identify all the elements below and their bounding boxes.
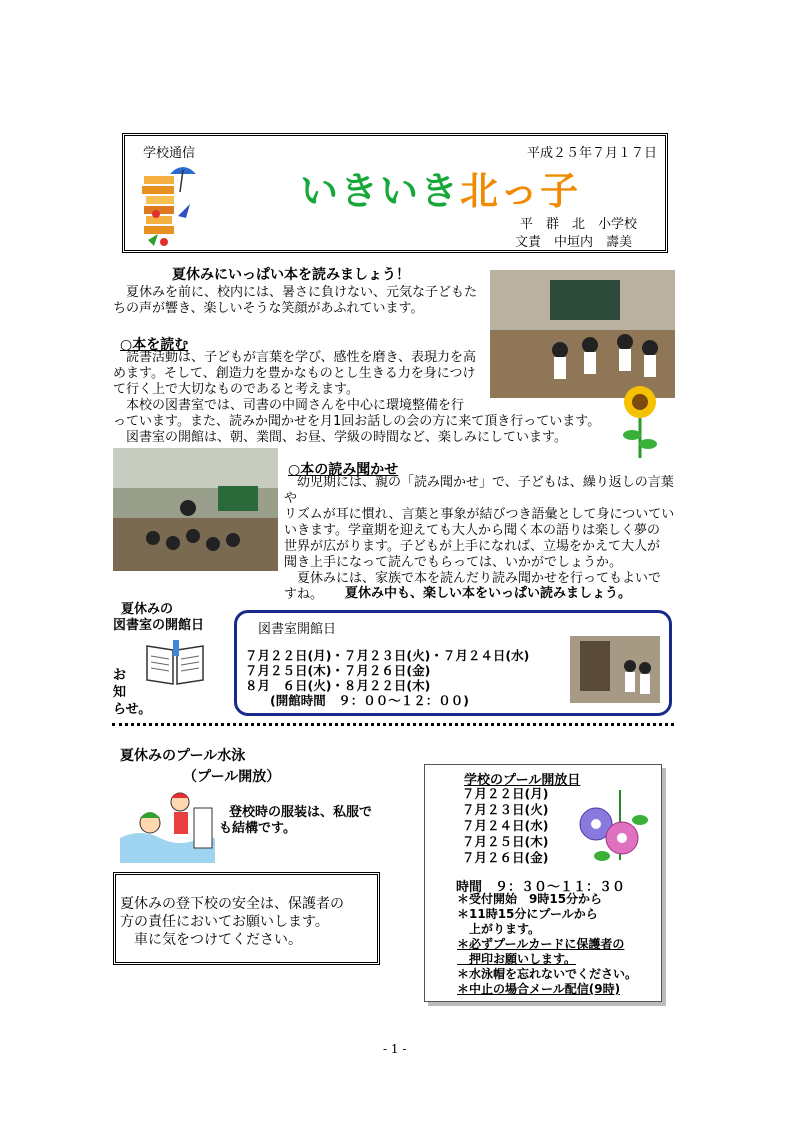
pool-dates (462, 786, 548, 866)
issue-date: 平成２５年７月１７日 (527, 146, 658, 161)
safety-line: 夏休みの登下校の安全は、保護者の (120, 896, 344, 912)
pool-note-line: も結構です。 (219, 821, 296, 836)
pool-title-2: （プール開放） (183, 769, 281, 785)
pool-time: 時間 ９：３０～１１：３０ (456, 880, 626, 895)
read-text (113, 350, 633, 446)
pool-date: ７月２５日(木) (462, 834, 549, 849)
newsletter-title (300, 160, 580, 215)
library-notice-vertical (113, 667, 151, 718)
open-book-icon (143, 640, 207, 688)
author: 文責 中垣内 壽美 (515, 235, 633, 250)
library-date-line: ７月２５日(木)・７月２６日(金) (245, 663, 431, 678)
story-heading: ○本の読み聞かせ (288, 462, 399, 478)
story-line: 幼児期には、親の「読み聞かせ」で、子どもは、繰り返しの言葉や (284, 475, 674, 506)
library-side-title-1: 夏休みの (121, 602, 174, 617)
page-number: - 1 - (383, 1042, 407, 1056)
story-line: すね。 (284, 587, 324, 602)
story-line: 夏休みには、家族で本を読んだり読み聞かせを行ってもよいで (284, 571, 662, 586)
story-line: リズムが耳に慣れ、言葉と事象が結びつき語彙として身についてい (284, 507, 675, 522)
library-dates (245, 648, 529, 708)
library-side-title-2: 図書室の開館日 (113, 618, 205, 633)
read-line: 図書室の開館は、朝、業間、お昼、学級の時間など、楽しみにしています。 (113, 430, 567, 445)
pool-date: ７月２３日(火) (462, 802, 549, 817)
notice-char: お (113, 668, 127, 683)
story-line: いきます。学童期を迎えても大人から聞く本の語りは楽しく夢の (284, 523, 660, 538)
safety-line: 車に気をつけてください。 (120, 932, 302, 948)
story-closing: 夏休み中も、楽しい本をいっぱい読みましょう。 (345, 586, 632, 601)
morning-glory-illustration (572, 790, 650, 868)
safety-line: 方の責任においてお願いします。 (120, 914, 329, 930)
school-name: 平 群 北 小学校 (520, 217, 638, 232)
notice-char: らせ。 (113, 702, 152, 717)
read-line: っています。また、読みか聞かせを月1回お話しの会の方に来て頂き行っています。 (113, 414, 601, 429)
pool-title-1: 夏休みのプール水泳 (120, 748, 246, 764)
pool-note (219, 805, 373, 837)
library-box-title: 図書室開館日 (258, 622, 337, 637)
library-date-line: (開館時間 ９：００～１２：００) (245, 693, 469, 708)
intro-line: ちの声が響き、楽しいそうな笑顔があふれています。 (113, 301, 424, 316)
title-green-part: いきいき (300, 169, 461, 213)
pool-note-item: ＊11時15分にプールから (457, 907, 598, 921)
pool-date: ７月２６日(金) (462, 850, 549, 865)
read-heading: ○本を読む (120, 337, 189, 353)
pool-note-item: ＊受付開始 9時15分から (457, 892, 603, 906)
pool-date: ７月２４日(水) (462, 818, 549, 833)
storytime-photo (113, 448, 278, 571)
read-line: 読書活動は、子どもが言葉を学び、感性を磨き、表現力を高 (113, 350, 476, 365)
photo-placeholder-2 (113, 448, 278, 571)
pool-note-item: 押印お願いします。 (457, 952, 577, 966)
title-orange-part: 北っ子 (460, 169, 581, 213)
library-date-line: ７月２２日(月)・７月２３日(火)・７月２４日(水) (245, 648, 530, 663)
pool-note-item: 上がります。 (457, 922, 541, 936)
swimming-kids-illustration (120, 788, 215, 863)
newsletter-label: 学校通信 (143, 146, 196, 161)
safety-text (120, 895, 344, 949)
pool-note-item: ＊必ずプールカードに保護者の (457, 937, 625, 951)
pool-date: ７月２２日(月) (462, 786, 549, 801)
section-divider (112, 723, 674, 726)
read-line: 本校の図書室では、司書の中岡さんを中心に環境整備を行 (113, 398, 465, 413)
pool-notes (457, 892, 637, 997)
read-line: て行く上で大切なものであると考えます。 (113, 382, 359, 397)
intro-text (113, 285, 493, 317)
story-line: 世界が広がります。子どもが上手になれば、立場をかえて大人が (284, 539, 660, 554)
books-umbrella-illustration (138, 156, 198, 250)
pool-note-item: ＊水泳帽を忘れないでください。 (457, 967, 638, 981)
read-line: めます。そして、創造力を豊かなものとし生きる力を身につけ (113, 366, 476, 381)
library-date-line: ８月 ６日(火)・８月２２日(木) (245, 678, 431, 693)
pool-note-line: 登校時の服装は、私服で (229, 805, 373, 820)
photo-placeholder-3 (570, 636, 660, 703)
intro-line: 夏休みを前に、校内には、暑さに負けない、元気な子どもた (113, 285, 478, 300)
pool-box-title: 学校のプール開放日 (464, 773, 581, 788)
notice-char: 知 (113, 685, 127, 700)
story-line: 聞き上手になって読んでもらっては、いかがでしょうか。 (284, 555, 623, 570)
library-photo-2 (570, 636, 660, 703)
pool-note-item: ＊中止の場合メール配信(9時) (457, 982, 621, 996)
intro-heading: 夏休みにいっぱい本を読みましょう！ (172, 267, 410, 283)
